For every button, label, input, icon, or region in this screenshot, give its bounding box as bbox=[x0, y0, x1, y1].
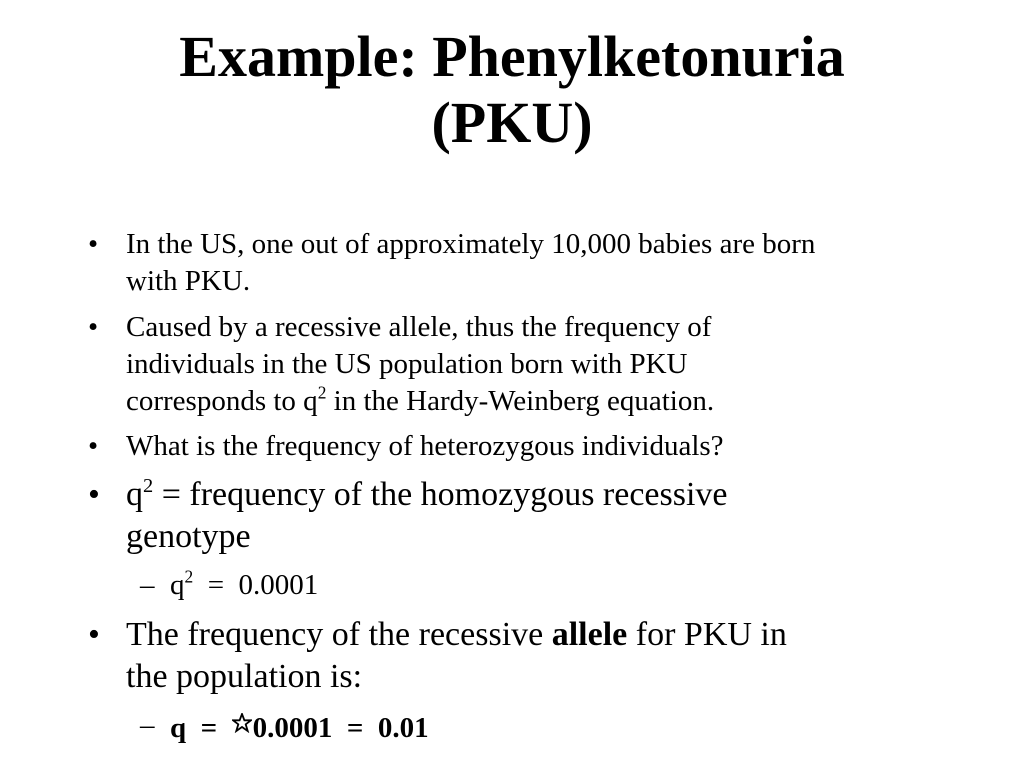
bullet-marker: • bbox=[88, 311, 99, 343]
sub-bullet-text-line bbox=[170, 567, 318, 604]
bullet-text bbox=[126, 428, 956, 465]
superscript: 2 bbox=[317, 382, 327, 403]
slide-title bbox=[0, 24, 1024, 156]
text-run: for PKU in bbox=[627, 616, 787, 653]
sub-bullet-text-line bbox=[170, 707, 429, 747]
bullet-text-line: Caused by a recessive allele, thus the frequency of bbox=[126, 311, 712, 343]
bullet-marker: • bbox=[88, 616, 100, 653]
bullet-text bbox=[126, 226, 956, 300]
slide-title-line-2: (PKU) bbox=[431, 90, 593, 155]
bullet-marker: • bbox=[88, 228, 99, 260]
bullet-marker: • bbox=[88, 476, 100, 513]
text-run: 0.0001 = 0.01 bbox=[252, 711, 429, 744]
slide-title-line-1: Example: Phenylketonuria bbox=[179, 24, 845, 89]
bullet-text-line bbox=[126, 474, 956, 516]
text-run: q = bbox=[170, 711, 232, 744]
text-run: q bbox=[170, 569, 185, 601]
bullet-text bbox=[126, 614, 956, 698]
sqrt-icon-glyph bbox=[232, 713, 252, 733]
text-run: corresponds to q bbox=[126, 385, 318, 417]
superscript: 2 bbox=[184, 566, 194, 587]
text-run: = frequency of the homozygous recessive bbox=[153, 476, 728, 513]
sub-bullet-text bbox=[170, 567, 318, 604]
bullet-text-line: In the US, one out of approximately 10,000 babies are born bbox=[126, 228, 816, 260]
bullet-text-line: What is the frequency of heterozygous individuals? bbox=[126, 430, 724, 462]
sqrt-icon bbox=[232, 707, 252, 744]
dash-marker: – bbox=[140, 709, 155, 741]
bullet-text-line: individuals in the US population born with PKU bbox=[126, 348, 688, 380]
bullet-text bbox=[126, 474, 956, 558]
bullet-text-line bbox=[126, 383, 956, 420]
text-run: The frequency of the recessive bbox=[126, 616, 552, 653]
bullet-text-line bbox=[126, 614, 956, 656]
text-run: in the Hardy-Weinberg equation. bbox=[326, 385, 715, 417]
bullet-text-line: with PKU. bbox=[126, 265, 251, 297]
bullet-text bbox=[126, 309, 956, 420]
bullet-text-line: the population is: bbox=[126, 658, 363, 695]
superscript: 2 bbox=[143, 474, 154, 497]
text-run: q bbox=[126, 476, 143, 513]
bullet-text-line: genotype bbox=[126, 518, 251, 555]
dash-marker: – bbox=[140, 569, 155, 601]
bold-text-run: allele bbox=[551, 616, 628, 653]
bullet-marker: • bbox=[88, 430, 99, 462]
text-run: = 0.0001 bbox=[193, 569, 319, 601]
sub-bullet-text bbox=[170, 707, 429, 747]
